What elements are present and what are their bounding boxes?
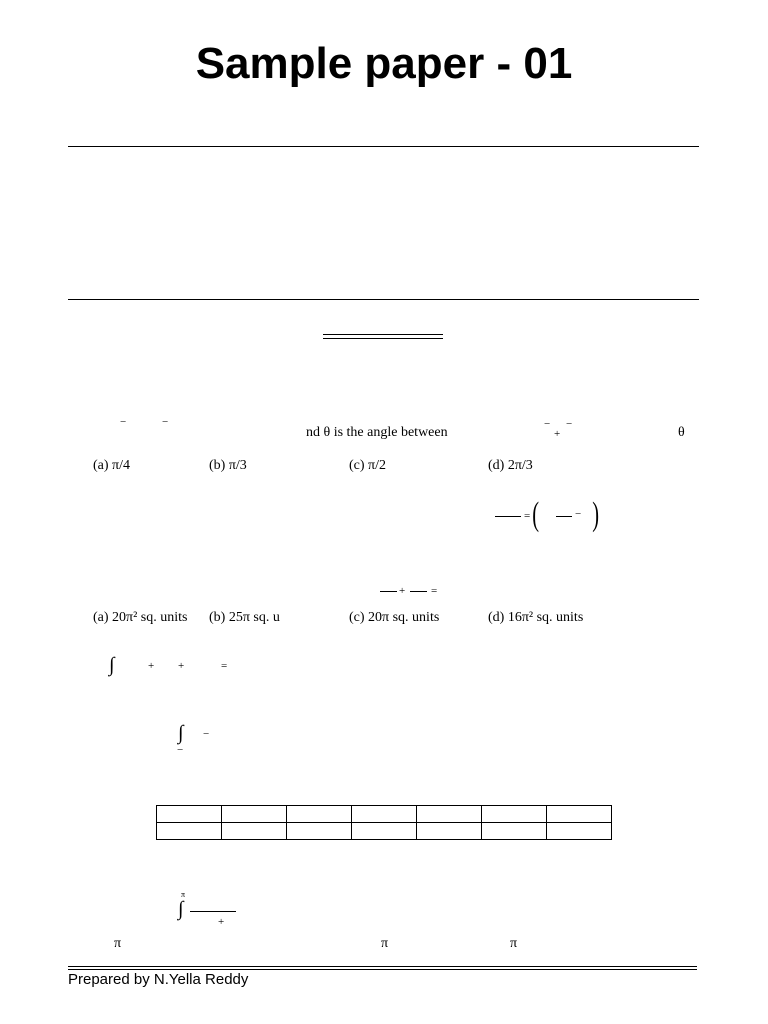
- q6-option-pi-2: π: [381, 936, 389, 951]
- vector-bar-d: −: [566, 418, 573, 430]
- q2-open-paren: (: [532, 496, 540, 533]
- q3-equals: =: [431, 585, 438, 597]
- q4-integral-sign: ∫: [109, 654, 115, 676]
- table-cell: [417, 823, 482, 840]
- table-cell: [352, 823, 417, 840]
- table-row: [157, 806, 612, 823]
- table-cell: [287, 806, 352, 823]
- q3-option-d: (d) 16π² sq. units: [488, 610, 584, 625]
- fraction-bar-2: [556, 516, 572, 517]
- q3-option-b: (b) 25π sq. u: [209, 610, 280, 625]
- top-rule: [68, 146, 699, 147]
- q1-option-a: (a) π/4: [93, 458, 130, 473]
- q6-upper-limit: π: [181, 890, 186, 899]
- q6-fraction-bar: [190, 911, 236, 912]
- q3-option-a: (a) 20π² sq. units: [93, 610, 188, 625]
- table-cell: [482, 823, 547, 840]
- q3-plus: +: [399, 585, 406, 597]
- value-table: [156, 805, 612, 840]
- q5-integral-sign: ∫: [178, 722, 184, 744]
- table-cell: [157, 823, 222, 840]
- table-row: [157, 823, 612, 840]
- q1-option-c: (c) π/2: [349, 458, 386, 473]
- vector-bar-c: −: [544, 418, 551, 430]
- table-cell: [222, 823, 287, 840]
- table-cell: [482, 806, 547, 823]
- fraction-bar-3: [380, 591, 397, 592]
- table-cell: [547, 806, 612, 823]
- fraction-bar-4: [410, 591, 427, 592]
- footer-rule-2: [68, 969, 697, 970]
- table-cell: [287, 823, 352, 840]
- section-underline-1: [323, 334, 443, 335]
- theta-symbol: θ: [678, 425, 685, 440]
- q6-option-pi-3: π: [510, 936, 518, 951]
- table-cell: [352, 806, 417, 823]
- q2-close-paren: ): [592, 496, 600, 533]
- vector-bar-b: −: [162, 416, 169, 428]
- q3-option-c: (c) 20π sq. units: [349, 610, 440, 625]
- vector-bar-a: −: [120, 416, 127, 428]
- footer-rule-1: [68, 966, 697, 967]
- question-1-text: nd θ is the angle between: [306, 425, 448, 440]
- q5-minus: −: [203, 728, 210, 740]
- fraction-bar-1: [495, 516, 521, 517]
- q5-lower-limit-minus: −: [177, 744, 184, 756]
- q1-option-d: (d) 2π/3: [488, 458, 533, 473]
- vector-plus-sign: +: [554, 428, 561, 440]
- footer-credit: Prepared by N.Yella Reddy: [68, 971, 249, 988]
- page-title: Sample paper - 01: [195, 39, 573, 88]
- q4-plus-2: +: [178, 660, 185, 672]
- q2-equals: =: [524, 510, 531, 522]
- q6-option-pi-1: π: [114, 936, 122, 951]
- table-cell: [417, 806, 482, 823]
- q6-integral-sign: ∫: [178, 898, 184, 920]
- q6-denominator-plus: +: [218, 916, 225, 928]
- table-cell: [547, 823, 612, 840]
- q2-minus: −: [575, 508, 582, 520]
- section-underline-2: [323, 338, 443, 339]
- q4-equals: =: [221, 660, 228, 672]
- q1-option-b: (b) π/3: [209, 458, 247, 473]
- second-rule: [68, 299, 699, 300]
- table-cell: [157, 806, 222, 823]
- q4-plus-1: +: [148, 660, 155, 672]
- table-cell: [222, 806, 287, 823]
